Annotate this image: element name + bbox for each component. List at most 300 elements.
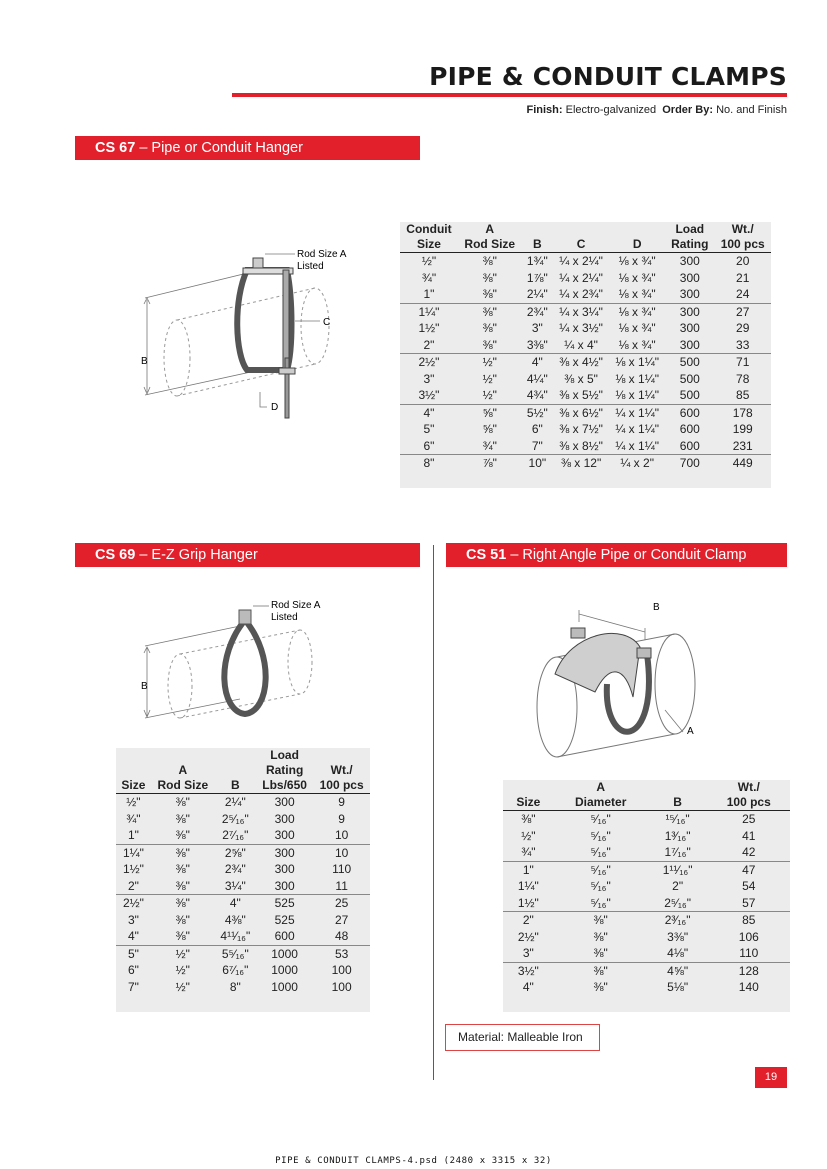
table-row xyxy=(400,404,771,421)
table-cell: 2½" xyxy=(517,929,539,944)
material-note: Material: Malleable Iron xyxy=(445,1024,600,1051)
table-row xyxy=(116,912,370,929)
table-cell: 2½" xyxy=(400,354,458,371)
table-cell: 3" xyxy=(522,946,534,960)
table-cell: 4¾" xyxy=(526,388,548,402)
table-cell: 1" xyxy=(127,828,139,842)
table-row xyxy=(503,878,790,895)
table-cell: 4⅝" xyxy=(648,962,708,979)
table-row xyxy=(400,320,771,337)
table-cell: ⁵⁄₁₆" xyxy=(554,861,648,878)
cs69-col-header xyxy=(313,748,370,794)
table-row xyxy=(400,354,771,371)
finish-order-info xyxy=(527,104,788,116)
table-cell: 6⁷⁄₁₆" xyxy=(222,963,249,977)
table-cell: 600 xyxy=(679,422,700,436)
cs67-name: – Pipe or Conduit Hanger xyxy=(139,140,303,156)
table-cell: 5⁵⁄₁₆" xyxy=(215,945,256,962)
table-cell: ⅜" xyxy=(593,946,608,960)
cs67-col-header-line: A xyxy=(485,222,495,236)
table-cell: ⁵⁄₁₆" xyxy=(590,879,611,893)
table-cell: 128 xyxy=(708,962,790,979)
table-cell: ⁵⁄₁₆" xyxy=(590,828,611,843)
table-cell: ½" xyxy=(482,371,497,386)
table-row xyxy=(400,387,771,404)
table-cell: ½" xyxy=(482,388,497,402)
table-row xyxy=(503,962,790,979)
cs67-d-label: D xyxy=(271,402,279,413)
cs69-col-header-line: Load xyxy=(270,748,299,762)
table-cell: 1¼" xyxy=(400,303,458,320)
cs67-col-header xyxy=(458,222,522,253)
table-cell: 27 xyxy=(714,303,771,320)
cs51-section-header xyxy=(446,543,787,567)
table-cell: 231 xyxy=(732,438,753,453)
table-cell: ⅜" xyxy=(593,980,608,994)
table-cell: 2¼" xyxy=(224,795,246,809)
table-cell: 300 xyxy=(274,828,295,842)
table-cell: ¾" xyxy=(126,811,141,826)
table-cell: 25 xyxy=(313,895,370,912)
cs67-col-header-line xyxy=(526,222,549,237)
table-cell: 300 xyxy=(274,862,295,876)
cs51-table xyxy=(503,780,790,996)
table-cell: ⅛ x 1¼" xyxy=(609,354,665,371)
column-divider xyxy=(433,545,434,1080)
cs69-col-header-line: Rating xyxy=(265,763,304,777)
cs67-col-header xyxy=(553,222,609,253)
table-row xyxy=(116,878,370,895)
table-cell: 3" xyxy=(423,371,435,386)
table-cell: 600 xyxy=(274,929,295,943)
table-cell: 1000 xyxy=(256,945,313,962)
table-cell: ⅝" xyxy=(458,404,522,421)
table-cell: ¾" xyxy=(482,438,497,453)
table-cell: 6" xyxy=(423,438,435,453)
table-cell: ¼ x 2¼" xyxy=(559,270,603,285)
table-cell: 300 xyxy=(679,321,700,335)
table-cell: ⅜" xyxy=(593,929,608,944)
table-cell: 29 xyxy=(736,321,750,335)
table-row xyxy=(116,895,370,912)
table-cell: ⅜" xyxy=(151,895,215,912)
table-cell: ¼ x 3¼" xyxy=(553,303,609,320)
table-cell: 10 xyxy=(313,844,370,861)
table-cell: ⅜" xyxy=(482,321,497,335)
table-row xyxy=(116,861,370,878)
table-row xyxy=(116,962,370,979)
table-cell: ¾" xyxy=(421,270,437,285)
table-cell: 9 xyxy=(338,811,345,826)
table-cell: ½" xyxy=(175,979,190,994)
table-cell: 24 xyxy=(736,287,750,301)
table-cell: ¼ x 1¼" xyxy=(615,438,659,453)
table-cell: 1⁷⁄₁₆" xyxy=(664,845,691,859)
cs51-col-header xyxy=(554,780,648,811)
table-cell: 5" xyxy=(116,945,151,962)
table-cell: ⅜" xyxy=(175,862,190,876)
cs51-col-header-line xyxy=(652,780,704,795)
table-cell: 500 xyxy=(679,388,700,402)
finish-value: Electro-galvanized xyxy=(565,104,657,116)
cs67-rod-label: Rod Size A xyxy=(297,249,347,260)
table-cell: 525 xyxy=(274,912,295,927)
table-cell: ⅜" xyxy=(175,929,190,943)
table-cell: 2" xyxy=(127,878,139,893)
cs69-col-header-line: 100 pcs xyxy=(319,778,364,792)
table-cell: 525 xyxy=(256,895,313,912)
cs69-col-header-line xyxy=(219,763,252,778)
cs51-col-header-line xyxy=(507,780,550,795)
table-cell: 2⁵⁄₁₆" xyxy=(664,895,692,910)
cs51-code: CS 51 xyxy=(466,547,507,563)
table-cell: 41 xyxy=(742,828,756,843)
table-row xyxy=(503,844,790,861)
cs51-b-label: B xyxy=(653,602,660,613)
table-cell: ½" xyxy=(126,795,141,809)
table-cell: 2" xyxy=(672,879,684,893)
table-cell: ⅜" xyxy=(554,912,648,929)
table-cell: 78 xyxy=(736,371,750,386)
cs69-code: CS 69 xyxy=(95,547,136,563)
table-cell: ⅜" xyxy=(175,828,190,842)
table-cell: 4¹¹⁄₁₆" xyxy=(220,929,251,943)
cs69-listed-label: Listed xyxy=(271,612,298,623)
cs51-name: – Right Angle Pipe or Conduit Clamp xyxy=(510,547,747,563)
table-row xyxy=(503,945,790,962)
cs67-col-header-line xyxy=(613,222,661,237)
cs69-col-header-line xyxy=(219,748,252,763)
table-cell: 27 xyxy=(334,912,349,927)
table-cell: ⅛ x 1¼" xyxy=(615,388,659,402)
cs67-col-header xyxy=(609,222,665,253)
cs67-section-header xyxy=(75,136,420,160)
cs51-col-header xyxy=(503,780,554,811)
cs69-col-header xyxy=(116,748,151,794)
table-cell: ⅛ x ¾" xyxy=(618,287,656,301)
table-cell: 1⅞" xyxy=(526,270,548,285)
table-cell: ⅜" xyxy=(175,878,190,893)
table-cell: 4" xyxy=(522,354,553,371)
table-cell: 8" xyxy=(400,455,458,472)
cs67-col-header-line: 100 pcs xyxy=(720,237,765,251)
table-row xyxy=(400,253,771,270)
table-cell: ¹⁵⁄₁₆" xyxy=(665,812,690,826)
table-cell: ⅜" xyxy=(151,844,215,861)
table-row xyxy=(503,979,790,996)
table-cell: 300 xyxy=(679,287,700,301)
table-cell: 33 xyxy=(736,337,750,352)
table-cell: 2⁷⁄₁₆" xyxy=(222,828,249,842)
cs67-col-header-line: B xyxy=(533,237,542,251)
table-cell: 4" xyxy=(215,895,256,912)
table-cell: 106 xyxy=(738,929,759,944)
table-cell: 300 xyxy=(256,844,313,861)
table-row xyxy=(400,455,771,472)
table-cell: 1½" xyxy=(122,862,144,876)
table-cell: ½" xyxy=(521,828,536,843)
cs67-col-header-line xyxy=(557,222,605,237)
table-cell: ⅜" xyxy=(482,254,497,268)
cs69-col-header-line xyxy=(317,748,366,763)
table-cell: 1½" xyxy=(517,895,539,910)
cs67-col-header-line: Load xyxy=(675,222,705,236)
table-cell: 85 xyxy=(736,388,750,402)
table-cell: 2½" xyxy=(116,895,151,912)
table-cell: 600 xyxy=(665,404,714,421)
table-cell: ⁵⁄₁₆" xyxy=(590,845,611,859)
table-row xyxy=(116,979,370,996)
table-cell: 85 xyxy=(708,912,790,929)
table-cell: 300 xyxy=(679,270,700,285)
table-cell: ⅜ x 5½" xyxy=(559,388,603,402)
table-cell: 53 xyxy=(313,945,370,962)
table-cell: 1½" xyxy=(418,321,440,335)
table-cell: 3⅜" xyxy=(667,929,689,944)
file-footer: PIPE & CONDUIT CLAMPS-4.psd (2480 x 3315 x 32) xyxy=(275,1156,552,1166)
cs69-section-header xyxy=(75,543,420,567)
table-cell: 500 xyxy=(679,371,700,386)
table-cell: 2" xyxy=(423,337,435,352)
table-cell: 2⅝" xyxy=(215,844,256,861)
table-cell: 100 xyxy=(331,963,352,977)
table-row xyxy=(503,895,790,912)
cs51-col-header-line: Wt./ xyxy=(737,780,760,794)
cs69-col-header-line xyxy=(155,748,211,763)
table-row xyxy=(503,828,790,845)
cs69-col-header-line: A xyxy=(178,763,188,777)
cs51-a-label: A xyxy=(687,726,694,737)
table-cell: 300 xyxy=(665,303,714,320)
table-cell: ⅜" xyxy=(458,303,522,320)
cs67-col-header-line: D xyxy=(632,237,642,251)
cs67-col-header xyxy=(522,222,553,253)
table-row xyxy=(503,912,790,929)
table-cell: 3" xyxy=(127,912,139,927)
order-value: No. and Finish xyxy=(716,104,787,116)
table-cell: ¼ x 4" xyxy=(564,337,598,352)
table-cell: ⁵⁄₁₆" xyxy=(590,812,611,826)
table-cell: 42 xyxy=(742,845,756,859)
table-cell: 300 xyxy=(679,337,700,352)
cs51-col-header-line: Diameter xyxy=(575,795,627,809)
table-row xyxy=(400,286,771,303)
table-cell: ⅜" xyxy=(521,812,536,826)
cs67-listed-label: Listed xyxy=(297,261,324,272)
cs67-table-panel xyxy=(400,222,771,488)
table-cell: 500 xyxy=(665,354,714,371)
table-cell: ¼ x 2" xyxy=(609,455,665,472)
table-cell: ⅜" xyxy=(482,287,497,301)
table-cell: ½" xyxy=(421,254,437,268)
table-cell: ¼ x 1¼" xyxy=(609,404,665,421)
cs67-c-label: C xyxy=(323,317,331,328)
table-cell: 3⅜" xyxy=(526,337,548,352)
table-cell: 10 xyxy=(334,828,349,842)
cs67-col-header xyxy=(400,222,458,253)
table-cell: 4" xyxy=(400,404,458,421)
cs69-col-header-line xyxy=(120,763,147,778)
table-cell: ⅜" xyxy=(482,270,497,285)
table-cell: 1000 xyxy=(271,963,298,977)
cs51-table-panel xyxy=(503,780,790,1012)
table-cell: 110 xyxy=(739,946,759,960)
table-cell: 9 xyxy=(338,795,345,809)
cs67-col-header-line: Rod Size xyxy=(464,237,516,251)
cs67-b-label: B xyxy=(141,356,148,367)
table-row xyxy=(400,270,771,287)
table-cell: 6" xyxy=(127,963,139,977)
table-cell: 6" xyxy=(531,422,543,436)
table-cell: ¼ x 3½" xyxy=(559,321,603,335)
table-row xyxy=(503,861,790,878)
cs69-col-header-line: B xyxy=(230,778,240,792)
table-cell: 5½" xyxy=(522,404,553,421)
table-cell: 71 xyxy=(714,354,771,371)
cs51-clamp-diagram xyxy=(515,592,715,767)
page-number: 19 xyxy=(755,1067,787,1088)
table-cell: ⅛ x ¾" xyxy=(618,337,656,352)
cs51-col-header xyxy=(708,780,790,811)
table-cell: 110 xyxy=(332,862,352,876)
table-cell: ½" xyxy=(458,354,522,371)
table-row xyxy=(400,371,771,388)
table-row xyxy=(503,811,790,828)
order-label: Order By: xyxy=(662,104,713,116)
table-cell: 600 xyxy=(679,438,700,453)
table-cell: ½" xyxy=(151,945,215,962)
table-row xyxy=(400,337,771,354)
cs67-col-header xyxy=(714,222,771,253)
table-cell: 11 xyxy=(335,878,348,893)
cs69-col-header xyxy=(151,748,215,794)
cs67-col-header-line: C xyxy=(576,237,586,251)
table-cell: ¼ x 2¼" xyxy=(559,254,603,268)
table-cell: 3¼" xyxy=(224,878,246,893)
table-cell: 8" xyxy=(229,979,241,994)
table-cell: ⅜" xyxy=(554,962,648,979)
table-cell: 3½" xyxy=(503,962,554,979)
table-row xyxy=(503,929,790,946)
cs69-col-header-line xyxy=(120,748,147,763)
table-cell: ¾" xyxy=(521,845,536,859)
table-cell: 199 xyxy=(732,422,753,436)
table-cell: 100 xyxy=(331,979,352,994)
table-cell: 2⁵⁄₁₆" xyxy=(221,811,249,826)
cs67-col-header-line: Conduit xyxy=(406,222,452,236)
cs51-col-header-line: Size xyxy=(516,795,541,809)
table-cell: ⅛ x ¾" xyxy=(609,303,665,320)
table-cell: 7" xyxy=(531,438,543,453)
table-cell: 10" xyxy=(522,455,553,472)
cs69-col-header-line: Rod Size xyxy=(157,778,209,792)
table-cell: 2" xyxy=(503,912,554,929)
cs67-hanger-diagram xyxy=(135,240,375,430)
table-cell: ⅜" xyxy=(175,811,190,826)
table-cell: ⅛ x 1¼" xyxy=(615,371,659,386)
table-cell: 300 xyxy=(274,811,295,826)
table-cell: 178 xyxy=(714,404,771,421)
table-cell: 1¼" xyxy=(116,844,151,861)
table-cell: ⅜ x 6½" xyxy=(553,404,609,421)
table-cell: 1" xyxy=(423,287,435,301)
cs69-table-panel xyxy=(116,748,370,1012)
table-row xyxy=(400,438,771,455)
table-row xyxy=(400,421,771,438)
table-cell: 300 xyxy=(679,254,700,268)
cs51-col-header-line: 100 pcs xyxy=(726,795,771,809)
table-row xyxy=(116,827,370,844)
table-cell: 5⅛" xyxy=(667,980,689,994)
table-cell: ⅛ x ¾" xyxy=(618,254,656,268)
table-cell: ⅜" xyxy=(482,337,497,352)
table-cell: 300 xyxy=(274,795,295,809)
table-cell: 21 xyxy=(736,270,750,285)
table-row xyxy=(116,928,370,945)
table-cell: 4¼" xyxy=(526,371,548,386)
cs69-col-header-line: Lbs/650 xyxy=(262,778,307,792)
cs51-col-header xyxy=(648,780,708,811)
table-cell: 5" xyxy=(423,422,435,436)
cs67-col-header-line: Wt./ xyxy=(731,222,754,236)
cs69-rod-label: Rod Size A xyxy=(271,600,321,611)
table-cell: 1¹¹⁄₁₆" xyxy=(648,861,708,878)
table-cell: 700 xyxy=(665,455,714,472)
page-title: PIPE & CONDUIT CLAMPS xyxy=(429,62,787,91)
table-cell: ½" xyxy=(175,963,190,977)
table-cell: 3½" xyxy=(418,388,440,402)
cs67-col-header-line: Size xyxy=(416,237,441,251)
table-cell: 20 xyxy=(736,254,750,268)
table-row xyxy=(116,811,370,828)
title-rule xyxy=(232,93,787,97)
table-cell: ⅛ x ¾" xyxy=(618,270,656,285)
table-cell: 2³⁄₁₆" xyxy=(648,912,708,929)
cs67-col-header xyxy=(665,222,714,253)
table-row xyxy=(116,844,370,861)
table-row xyxy=(400,303,771,320)
table-cell: 449 xyxy=(714,455,771,472)
cs69-b-label: B xyxy=(141,681,148,692)
table-cell: 2¾" xyxy=(224,862,246,876)
table-cell: ⅜" xyxy=(175,795,190,809)
table-cell: 4⅜" xyxy=(224,912,246,927)
cs69-col-header-line: Wt./ xyxy=(330,763,353,777)
table-row xyxy=(116,945,370,962)
cs69-hanger-diagram xyxy=(135,596,355,726)
table-cell: ⅜" xyxy=(175,912,190,927)
table-cell: ⁵⁄₁₆" xyxy=(590,895,611,910)
table-cell: 1³⁄₁₆" xyxy=(664,828,691,843)
table-cell: 2¾" xyxy=(522,303,553,320)
table-cell: 4⅛" xyxy=(667,946,689,960)
cs69-col-header-line: Size xyxy=(121,778,146,792)
table-cell: 1000 xyxy=(271,979,298,994)
table-cell: 2¼" xyxy=(526,287,548,301)
table-cell: 25 xyxy=(742,812,756,826)
table-cell: 3" xyxy=(531,321,543,335)
table-cell: ⅜ x 12" xyxy=(553,455,609,472)
table-cell: ⅜ x 8½" xyxy=(559,438,603,453)
cs69-name: – E-Z Grip Hanger xyxy=(139,547,258,563)
table-cell: 48 xyxy=(334,929,349,943)
cs67-table xyxy=(400,222,771,472)
cs67-code: CS 67 xyxy=(95,140,136,156)
cs69-col-header xyxy=(215,748,256,794)
table-cell: 140 xyxy=(738,980,759,994)
table-cell: ¼ x 2¾" xyxy=(559,287,603,301)
table-cell: 4" xyxy=(127,929,139,943)
